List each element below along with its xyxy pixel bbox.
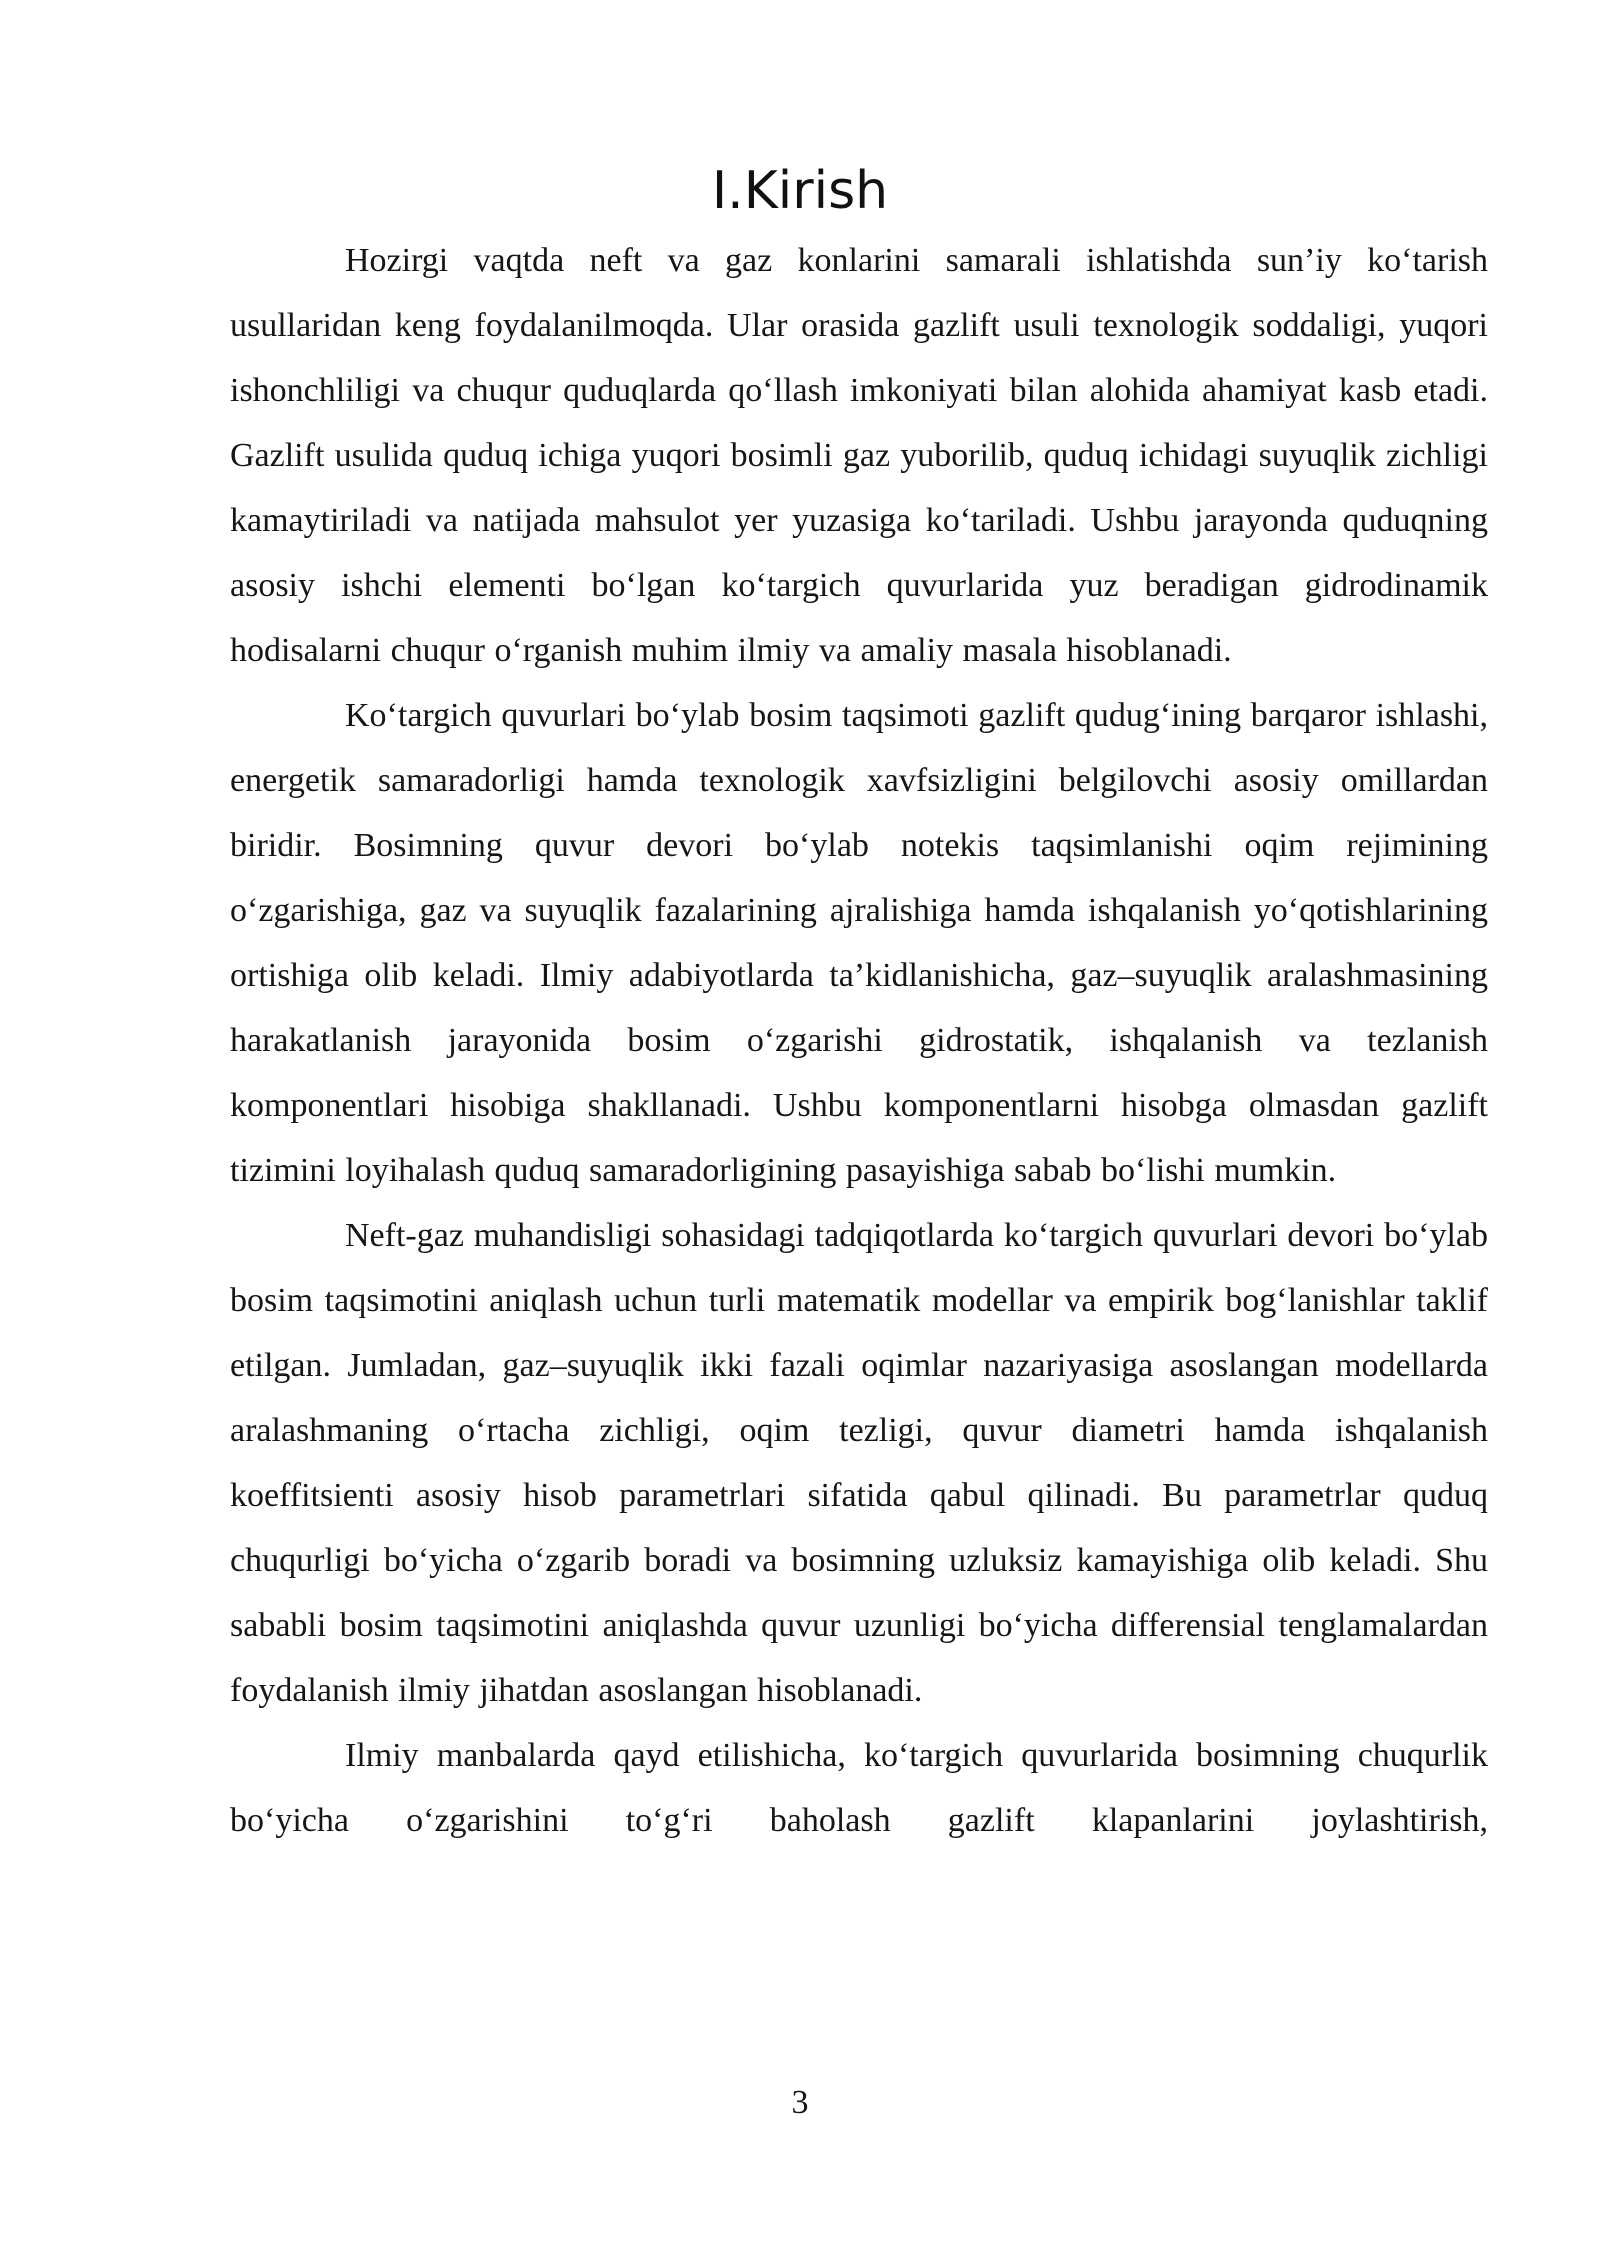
paragraph: Neft-gaz muhandisligi sohasidagi tadqiqotlarda ko‘targich quvurlari devori bo‘ylab bosim taqsimotini aniqlash uchun turli matematik modellar va empirik bog‘lanishlar taklif etilgan. Jumladan, gaz–suyuqlik ikki fazali oqimlar nazariyasiga asoslangan modellarda aralashmaning o‘rtacha zichligi, oqim tezligi, quvur diametri hamda ishqalanish koeffitsienti asosiy hisob parametrlari sifatida qabul qilinadi. Bu parametrlar quduq chuqurligi bo‘yicha o‘zgarib boradi va bosimning uzluksiz kamayishiga olib keladi. Shu sababli bosim taqsimotini aniqlashda quvur uzunligi bo‘yicha differensial tenglamalardan foydalanish ilmiy jihatdan asoslangan hisoblanadi.: [230, 1217, 1488, 1709]
page-number: 3: [791, 2084, 809, 2121]
paragraph: Hozirgi vaqtda neft va gaz konlarini samarali ishlatishda sun’iy ko‘tarish usullaridan keng foydalanilmoqda. Ular orasida gazlift usuli texnologik soddaligi, yuqori ishonchliligi va chuqur quduqlarda qo‘llash imkoniyati bilan alohida ahamiyat kasb etadi. Gazlift usulida quduq ichiga yuqori bosimli gaz yuborilib, quduq ichidagi suyuqlik zichligi kamaytiriladi va natijada mahsulot yer yuzasiga ko‘tariladi. Ushbu jarayonda quduqning asosiy ishchi elementi bo‘lgan ko‘targich quvurlarida yuz beradigan gidrodinamik hodisalarni chuqur o‘rganish muhim ilmiy va amaliy masala hisoblanadi.: [230, 242, 1488, 669]
paragraph: Ko‘targich quvurlari bo‘ylab bosim taqsimoti gazlift qudug‘ining barqaror ishlashi, energetik samaradorligi hamda texnologik xavfsizligini belgilovchi asosiy omillardan biridir. Bosimning quvur devori bo‘ylab notekis taqsimlanishi oqim rejimining o‘zgarishiga, gaz va suyuqlik fazalarining ajralishiga hamda ishqalanish yo‘qotishlarining ortishiga olib keladi. Ilmiy adabiyotlarda ta’kidlanishicha, gaz–suyuqlik aralashmasining harakatlanish jarayonida bosim o‘zgarishi gidrostatik, ishqalanish va tezlanish komponentlari hisobiga shakllanadi. Ushbu komponentlarni hisobga olmasdan gazlift tizimini loyihalash quduq samaradorligining pasayishiga sabab bo‘lishi mumkin.: [230, 697, 1488, 1189]
paragraph: Ilmiy manbalarda qayd etilishicha, ko‘targich quvurlarida bosimning chuqurlik bo‘yicha o‘zgarishini to‘g‘ri baholash gazlift klapanlarini joylashtirish,: [230, 1737, 1488, 1839]
section-title: I.Kirish: [711, 161, 889, 221]
body-text: [230, 228, 1488, 1853]
